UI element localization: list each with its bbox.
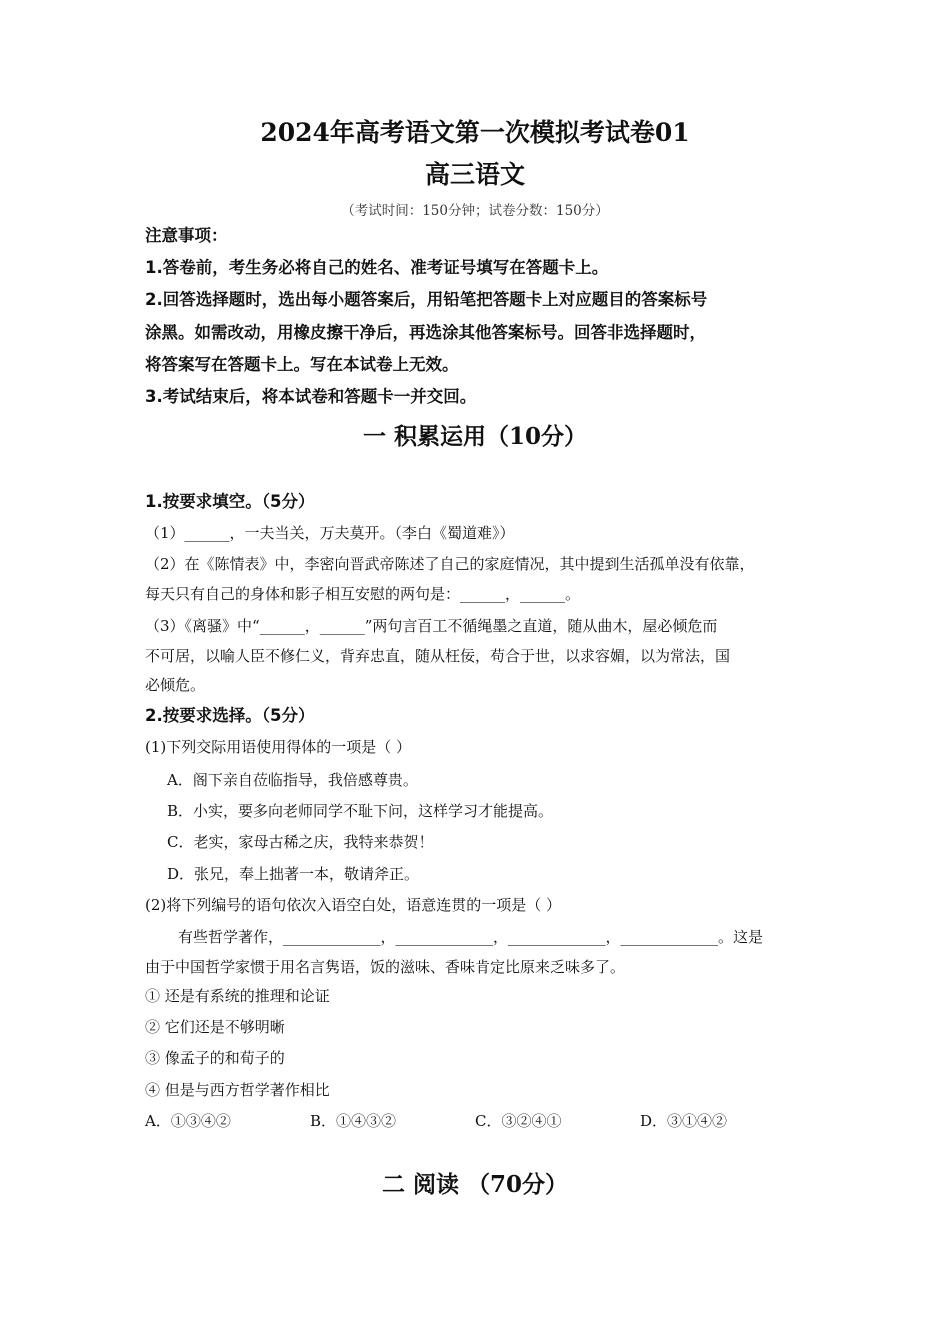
notice-line: 涂黑。如需改动，用橡皮擦干净后，再选涂其他答案标号。回答非选择题时， bbox=[145, 323, 706, 342]
exam-subtitle: 高三语文 bbox=[424, 160, 525, 189]
question-1-line: （3）《离骚》中“______，______”两句言百工不循绳墨之直道，随从曲木，屋必倾危而 bbox=[145, 617, 718, 635]
question-2-1-stem: (1)下列交际用语使用得体的一项是（ ） bbox=[145, 738, 412, 756]
option-a: A．阁下亲自莅临指导，我倍感尊贵。 bbox=[167, 771, 418, 789]
notice-line: 1.答卷前，考生务必将自己的姓名、准考证号填写在答题卡上。 bbox=[145, 258, 609, 277]
choice-b: B．①④③② bbox=[310, 1112, 397, 1130]
passage-line: 有些哲学著作，_____________，_____________，_____________，_____________。这是 bbox=[178, 928, 764, 946]
section-2-title: 二 阅读 （70分） bbox=[381, 1171, 569, 1198]
choice-d: D．③①④② bbox=[640, 1112, 728, 1130]
passage-line: 由于中国哲学家惯于用名言隽语，饭的滋味、香味肯定比原来乏味多了。 bbox=[145, 958, 626, 976]
question-1-title: 1.按要求填空。（5分） bbox=[145, 492, 315, 511]
notice-line: 2.回答选择题时，选出每小题答案后，用铅笔把答题卡上对应题目的答案标号 bbox=[145, 290, 708, 309]
option-d: D．张兄，奉上拙著一本，敬请斧正。 bbox=[167, 865, 420, 883]
question-1-line: 每天只有自己的身体和影子相互安慰的两句是：______，______。 bbox=[145, 585, 581, 603]
question-2-2-stem: (2)将下列编号的语句依次入语空白处，语意连贯的一项是（ ） bbox=[145, 896, 562, 914]
exam-meta: （考试时间：150分钟；试卷分数：150分） bbox=[341, 203, 609, 219]
choice-c: C．③②④① bbox=[475, 1112, 562, 1130]
sentence-item: ① 还是有系统的推理和论证 bbox=[145, 987, 330, 1005]
notice-line: 3.考试结束后，将本试卷和答题卡一并交回。 bbox=[145, 387, 477, 406]
question-1-line: （1）______，一夫当关，万夫莫开。（李白《蜀道难》） bbox=[145, 524, 515, 542]
question-1-line: 必倾危。 bbox=[145, 676, 206, 694]
choice-a: A．①③④② bbox=[145, 1112, 231, 1130]
notice-heading: 注意事项： bbox=[145, 226, 228, 245]
sentence-item: ③ 像孟子的和荀子的 bbox=[145, 1049, 285, 1067]
notice-line: 将答案写在答题卡上。写在本试卷上无效。 bbox=[145, 355, 459, 374]
sentence-item: ② 它们还是不够明晰 bbox=[145, 1018, 285, 1036]
question-1-line: （2）在《陈情表》中，李密向晋武帝陈述了自己的家庭情况，其中提到生活孤单没有依靠， bbox=[145, 555, 755, 573]
exam-title: 2024年高考语文第一次模拟考试卷01 bbox=[260, 118, 690, 147]
question-2-title: 2.按要求选择。（5分） bbox=[145, 706, 315, 725]
option-c: C．老实，家母古稀之庆，我特来恭贺！ bbox=[167, 833, 434, 851]
section-1-title: 一 积累运用（10分） bbox=[362, 423, 587, 450]
option-b: B．小实，要多向老师同学不耻下问，这样学习才能提高。 bbox=[167, 802, 554, 820]
question-1-line: 不可居，以喻人臣不修仁义，背弃忠直，随从枉佞，苟合于世，以求容媚，以为常法，国 bbox=[145, 647, 731, 665]
sentence-item: ④ 但是与西方哲学著作相比 bbox=[145, 1081, 330, 1099]
